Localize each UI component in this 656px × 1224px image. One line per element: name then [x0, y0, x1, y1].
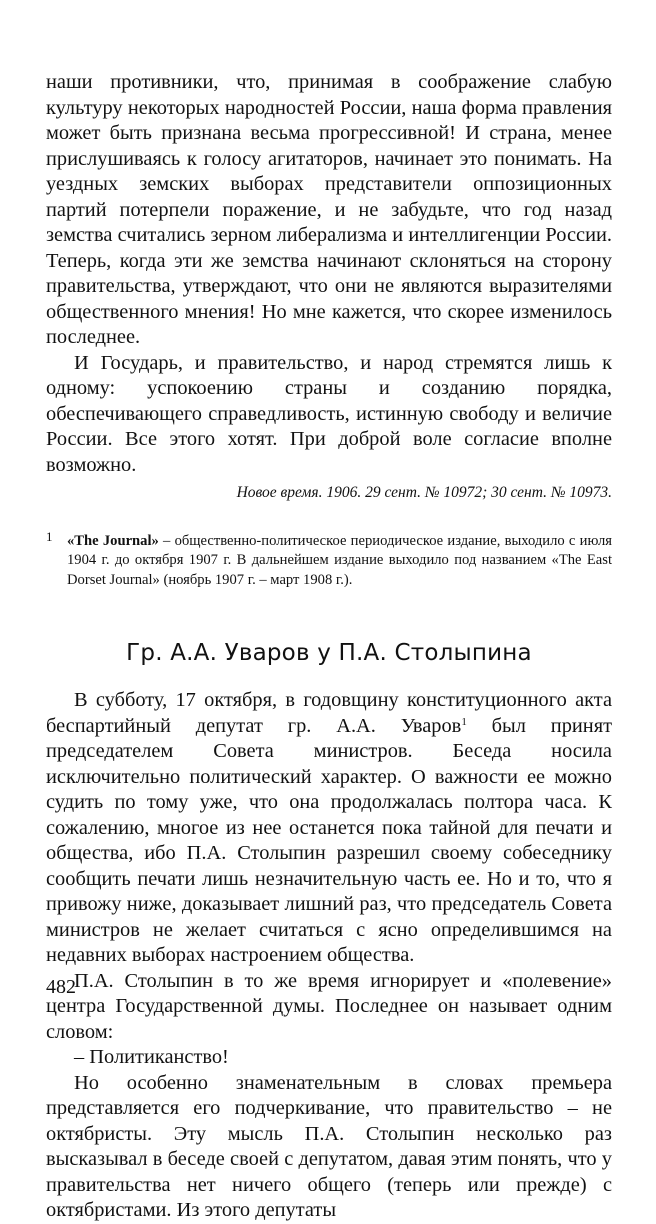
- footnote-title: «The Journal»: [67, 533, 159, 549]
- paragraph: Но особенно знаменательным в словах премьера представляется его подчеркивание, что правительство – не октябристы. Эту мысль П.А. Столыпин несколько раз высказывал в беседе своей с депутатом, давая этим понять, что у правительства нет ничего общего (теперь или прежде) с октябристами. Из этого депутаты: [46, 1071, 612, 1222]
- source-citation: Новое время. 1906. 29 сент. № 10972; 30 сент. № 10973.: [236, 484, 612, 501]
- paragraph-continuation: наши противники, что, принимая в соображение слабую культуру некоторых народностей России, наша форма правления может быть признана весьма прогрессивной! И страна, менее прислушиваясь к голосу агитаторов, начинает это понимать. На уездных земских выборах представители оппозиционных партий потерпели поражение, и не забудьте, что год назад земства считались зерном либерализма и интеллигенции России. Теперь, когда эти же земства начинают склоняться на сторону правительства, утверждают, что они не являются выразителями общественного мнения! Но мне кажется, что скорее изменилось последнее.: [46, 71, 612, 348]
- page-number: 482: [46, 976, 76, 998]
- paragraph-text: был принят председателем Совета министров. Беседа носила исключительно политический характер. О важности ее можно судить по тому уже, что она продолжалась полтора часа. К сожалению, многое из нее останется пока тайной для печати и общества, ибо П.А. Столыпин разрешил своему собеседнику сообщить печати лишь незначительную часть ее. Но и то, что я привожу ниже, доказывает лишний раз, что председатель Совета министров не желает считаться с ясно определившимся на недавних выборах настроением общества.: [46, 714, 613, 967]
- paragraph-text: В субботу, 17 октября, в годовщину конституционного акта беспартийный депутат гр. А.А. Уваров: [46, 689, 612, 737]
- footnote: [46, 527, 612, 590]
- footnote-reference: 1: [461, 715, 467, 728]
- paragraph: П.А. Столыпин в то же время игнорирует и «полевение» центра Государственной думы. Последнее он называет одним словом:: [46, 969, 612, 1043]
- paragraph: И Государь, и правительство, и народ стремятся лишь к одному: успокоению страны и созданию порядка, обеспечивающего справедливость, истинную свободу и величие России. Все этого хотят. При доброй воле согласие вполне возможно.: [46, 351, 612, 476]
- page-content: [46, 70, 612, 1224]
- paragraph: [46, 688, 612, 969]
- footnote-text: – общественно-политическое периодическое издание, выходило с июля 1904 г. до октября 1907 г. В дальнейшем издание выходило под названием «The East Dorset Journal» (ноябрь 1907 г. – март 1908 г.).: [67, 533, 612, 588]
- footnote-mark: 1: [46, 529, 53, 544]
- paragraph-dialogue: – Политиканство!: [74, 1046, 229, 1069]
- section-heading: Гр. А.А. Уваров у П.А. Столыпина: [126, 640, 532, 667]
